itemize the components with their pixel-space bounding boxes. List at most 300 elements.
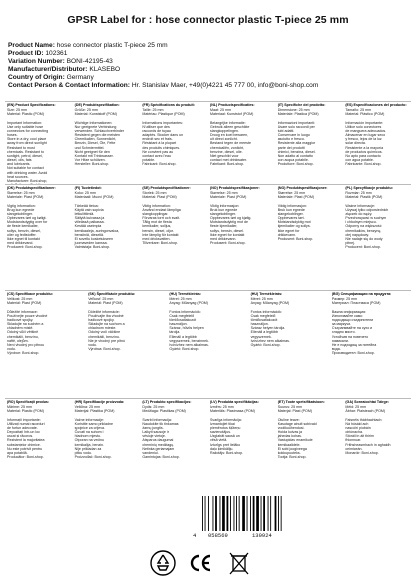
- translation-line: Fabricante: Boni-shop.: [345, 162, 382, 167]
- translation-line: Odolný voči väčšine: [88, 330, 121, 335]
- translation-line: Méret: 25 mm: [250, 297, 273, 302]
- label-footer: [0, 492, 416, 588]
- translation-band: [5, 290, 411, 398]
- ce-mark-icon: [188, 550, 214, 576]
- translation-line: Netinka geriamajam: [142, 446, 175, 451]
- translation-line: Droog en koel bewaren,: [210, 133, 249, 138]
- translation-line: Gyártó: Boni-shop.: [169, 347, 200, 352]
- translation-line: Dydis: 25 mm: [142, 405, 165, 410]
- translation-line: Není vhodný pro pitnou: [7, 342, 45, 347]
- translation-line: Veličina: 25 mm: [74, 405, 101, 410]
- translation-cell: [167, 291, 248, 398]
- translation-line: Viktig informasjon:: [277, 203, 307, 208]
- translation-line: slangkopplingar.: [142, 211, 169, 216]
- translation-line: slangekoblinger.: [210, 211, 236, 216]
- translation-line: Gebruik alleen geschikte: [210, 124, 250, 129]
- translation-line: vėsioje vietoje.: [142, 434, 166, 439]
- translation-line: Ikke egnet for kontakt: [210, 232, 245, 237]
- translation-line: Száraz helyen tárolja.: [250, 326, 286, 331]
- translation-line: Nu este potrivit pentru: [7, 446, 43, 451]
- translation-line: Store in a dry, cool place: [7, 137, 47, 142]
- translation-line: Výrobca: Boni-shop.: [88, 347, 121, 352]
- translation-line: Materiál: Plast (POM): [7, 301, 42, 306]
- translation-line: Modstandsdygtig over for: [7, 220, 48, 225]
- translation-line: kjemikalier og sollys.: [277, 224, 311, 229]
- translation-line: Velikost: 25 mm: [7, 297, 33, 302]
- ean-barcode: [200, 496, 292, 534]
- translation-line: Stóráil in áit thirim: [345, 434, 374, 439]
- translation-line: fleste kjemikalier,: [210, 224, 238, 229]
- barcode-bar: [236, 496, 237, 531]
- translation-line: pitku vodu.: [74, 450, 93, 455]
- translation-line: Producător: Boni-shop.: [7, 455, 44, 460]
- translation-line: Oppbevares tørt og kjølig.: [210, 216, 252, 221]
- translation-line: Use only suitable hose: [7, 124, 44, 129]
- barcode-bar: [205, 496, 206, 531]
- info-row: [8, 50, 410, 58]
- translation-line: spojnice za crijeva.: [74, 425, 106, 430]
- translation-line: хладно място.: [331, 330, 356, 335]
- translation-line: slangkoppelingen.: [210, 128, 239, 133]
- translation-line: Størrelse: 25 mm: [277, 191, 306, 196]
- translation-line: de productos químicos.: [345, 149, 383, 154]
- translation-line: hadicové spojky.: [7, 317, 34, 322]
- translation-line: Používajte iba vhodné: [88, 313, 124, 318]
- barcode-bar: [247, 496, 248, 531]
- translation-line: benzine, diesel, olie.: [210, 149, 243, 154]
- page-title: GPSR Label for : hose connector plastic T-piece 25 mm: [67, 14, 349, 26]
- translation-line: ceimiceán.: [345, 446, 363, 451]
- translation-line: away from direct sunlight: [7, 141, 47, 146]
- translation-cell: [73, 102, 141, 184]
- translation-line: Produsent: Boni-shop.: [210, 241, 246, 246]
- translation-line: Svarīga informācija:: [210, 417, 242, 422]
- translation-line: Depozitați într-un loc: [7, 430, 40, 435]
- translation-line: Gyártó: Boni-shop.: [250, 342, 281, 347]
- translation-cell: [5, 399, 73, 495]
- translation-line: cheminių medžiagų.: [142, 442, 175, 447]
- translation-heading: (FR) Spécifications du produit:: [142, 103, 195, 107]
- barcode-bar: [222, 496, 225, 531]
- translation-line: kokkupuuteks.: [277, 450, 301, 455]
- translation-heading: (EN) Product Specifications:: [7, 103, 56, 107]
- translation-line: Conservare in luogo: [277, 133, 310, 138]
- translation-line: Čuvati na suhom i: [74, 430, 104, 435]
- translation-line: No apto para contacto: [345, 153, 381, 158]
- translation-line: Anyag: Műanyag (POM): [250, 301, 290, 306]
- translation-line: Resistente a la mayoría: [345, 145, 384, 150]
- translation-line: Hoida kuivas ja: [277, 430, 303, 435]
- translation-line: N'utiliser que des: [142, 124, 170, 129]
- translation-line: Utilizați numai racorduri: [7, 421, 45, 426]
- translation-line: Ellenáll a legtöbb: [169, 334, 197, 339]
- translation-line: Säilytä kuivassa ja: [74, 216, 105, 221]
- translation-line: Gamintojas: Boni-shop.: [142, 455, 180, 460]
- translation-line: Używaj tylko odpowiednich: [345, 207, 389, 212]
- translation-line: con agua potable.: [345, 158, 374, 163]
- translation-line: Kontakt mit Trinkwasser.: [74, 153, 114, 158]
- translation-line: за маркучи.: [331, 322, 352, 327]
- info-value: BONI-42195-43: [66, 58, 113, 66]
- translation-line: Non adatto al contatto: [277, 153, 313, 158]
- translation-line: подходящи съединители: [331, 317, 374, 322]
- weee-bin-icon: [226, 550, 252, 576]
- translation-line: vegyszernek, benzinnek.: [169, 338, 209, 343]
- translation-line: Naudokite tik tinkamas: [142, 421, 179, 426]
- barcode-bar: [278, 496, 279, 531]
- translation-heading: (DE) Produktspezifikation:: [74, 103, 120, 107]
- translation-line: with drinking water. Avoid: [7, 170, 48, 175]
- translation-line: Ei sobi joogiveega: [277, 446, 307, 451]
- translation-line: Rezistent la majoritatea: [7, 438, 45, 443]
- info-row: [8, 66, 410, 74]
- translation-line: Rozmiar: 25 mm: [345, 191, 372, 196]
- translation-line: Ikke egnet for: [277, 228, 300, 233]
- translation-line: Résistant à la plupart: [142, 141, 177, 146]
- translation-line: Bruk kun egnede: [277, 207, 305, 212]
- translation-line: med drikkevand.: [7, 241, 34, 246]
- barcode-bar: [263, 496, 265, 531]
- translation-line: Nicht geeignet für den: [74, 149, 110, 154]
- translation-line: Tärkeää tietoa:: [74, 203, 99, 208]
- translation-line: Ellenáll a legtöbb: [250, 330, 278, 335]
- translation-heading: (SE) Produktspecifikationer:: [142, 186, 191, 190]
- translation-line: apa potabilă.: [7, 450, 28, 455]
- translation-line: Important Information:: [7, 120, 43, 125]
- translation-line: Устойчив на повечето: [331, 334, 369, 339]
- translation-line: Materiál: Plast (POM): [88, 301, 123, 306]
- barcode-bar: [227, 496, 229, 531]
- translation-line: Tamaño: 25 mm: [345, 108, 372, 113]
- info-row: [8, 42, 410, 50]
- translation-line: Izturīgs pret lielāko: [210, 442, 241, 447]
- translation-line: Производител: Boni-shop.: [331, 351, 375, 356]
- info-label: Manufacturer/Distributor:: [8, 66, 88, 74]
- translation-line: chimici, benzina, diesel.: [277, 149, 316, 154]
- translation-line: tömlőcsatlakozót: [169, 317, 197, 322]
- translation-line: Przechowywać w suchym: [345, 216, 387, 221]
- translation-line: Medžiaga: Plastikas (POM): [142, 409, 186, 414]
- translation-line: Nie nadaje się do wody: [345, 236, 383, 241]
- translation-cell: [5, 102, 73, 184]
- translation-line: Chemikalien, Sonnenlicht,: [74, 137, 117, 142]
- translation-line: Fabrikant: Boni-shop.: [210, 162, 245, 167]
- translation-line: Koko: 25 mm: [74, 191, 96, 196]
- translation-cell: [140, 102, 208, 184]
- translation-heading: (NO) Produktspesifikasjoner:: [210, 186, 260, 190]
- translation-line: Laikyti sausoje ir: [142, 430, 169, 435]
- translation-line: Opbevares tørt og køligt.: [7, 216, 47, 221]
- translation-line: slangekoblinger.: [7, 211, 33, 216]
- translation-line: Svarbi informacija:: [142, 417, 172, 422]
- translation-band: [5, 398, 411, 495]
- translation-line: chemikálií, benzínu.: [88, 334, 120, 339]
- translation-heading: (DK) Produktspecifikationer:: [7, 186, 56, 190]
- barcode-bar: [242, 496, 245, 531]
- translation-line: kemikaalidele.: [277, 442, 301, 447]
- translation-heading: (RO) Specificații produs:: [7, 400, 50, 404]
- translation-line: und Schmiermittel.: [74, 145, 105, 150]
- translation-line: de furtun adecvate.: [7, 425, 38, 430]
- translation-line: naftě, olejům.: [7, 338, 29, 343]
- translation-line: chladnom mieste.: [88, 326, 117, 331]
- translation-line: Manufacturer: Boni-shop,: [7, 178, 48, 183]
- translation-line: kemikalier, solljus,: [142, 224, 172, 229]
- translation-line: Otporan na većinu: [74, 438, 105, 443]
- translation-heading: (NL) Productspecificaties:: [210, 103, 255, 107]
- translation-line: Skladujte na suchém a: [7, 322, 44, 327]
- info-row: [8, 74, 410, 82]
- translation-line: tárolja.: [169, 330, 181, 335]
- translation-line: Hersteller: Boni-shop.: [74, 162, 110, 167]
- info-label: Contact Person & Contact Information:: [8, 82, 130, 90]
- info-value: hose connector plastic T-piece 25 mm: [56, 42, 168, 49]
- translation-line: Suurus: 25 mm: [277, 405, 303, 410]
- info-row: [8, 58, 410, 66]
- translation-heading: (HR) Specifikacije proizvoda:: [74, 400, 125, 404]
- translation-heading: (HU) Termékleírás:: [169, 292, 202, 296]
- translation-line: Kestää useimpia: [74, 224, 102, 229]
- translation-line: Ražotājs: Boni-shop.: [210, 450, 244, 455]
- translation-line: connectors for connecting: [7, 128, 49, 133]
- translation-line: Tillverkare: Boni-shop.: [142, 241, 178, 246]
- translation-line: Ei sovellu kosketukseen: [74, 236, 114, 241]
- translation-line: Dimensione: 25 mm: [277, 108, 310, 113]
- translation-line: Používejte pouze vhodné: [7, 313, 48, 318]
- translation-line: hladnom mjestu.: [74, 434, 102, 439]
- translation-line: Benzin, Diesel, Öle, Fette: [74, 141, 116, 146]
- translation-line: Producent: Boni-shop.: [7, 245, 43, 250]
- translation-line: Nije prikladan za: [74, 446, 102, 451]
- translation-cell: [140, 399, 208, 495]
- translation-line: Materiale: Plast (POM): [7, 195, 44, 200]
- info-value: Germany: [66, 74, 94, 82]
- translation-line: Viktig information:: [142, 203, 171, 208]
- barcode-bar: [256, 496, 259, 531]
- barcode-lead-digit: 4: [193, 532, 197, 539]
- translation-line: chemikálií, benzínu,: [7, 334, 39, 339]
- translation-line: Izmantojiet tikai: [210, 421, 235, 426]
- translation-cell: [73, 399, 141, 495]
- translation-cell: [208, 399, 276, 495]
- barcode-bar: [230, 496, 231, 531]
- translation-heading: (FI) Tuotetiedot:: [74, 186, 102, 190]
- translation-line: használjon.: [169, 322, 188, 327]
- translation-cell: [5, 185, 73, 290]
- barcode-bar: [250, 496, 251, 531]
- translation-cell: [249, 291, 330, 398]
- translation-heading: (ET) Toote spetsifikatsioon:: [277, 400, 325, 404]
- translation-line: endroit sec et frais.: [142, 137, 173, 142]
- translation-line: Ikke egnet til kontakt: [7, 236, 40, 241]
- info-row: [8, 82, 410, 90]
- translation-cell: [276, 102, 344, 184]
- translation-band: [5, 184, 411, 290]
- translation-line: heat sources.: [7, 174, 29, 179]
- translation-line: Materiāls: Plastmasa (POM): [210, 409, 255, 414]
- translation-line: Uzglabāt sausā un: [210, 434, 240, 439]
- translation-line: hoses.: [7, 133, 18, 138]
- translation-line: Frithsheasmhach in aghaidh: [345, 442, 391, 447]
- translation-line: vegyszernek.: [250, 334, 272, 339]
- translation-line: használjon.: [250, 322, 269, 327]
- translation-line: Materiale: Plast (POM): [277, 195, 315, 200]
- translation-line: voolikuühendusi.: [277, 425, 305, 430]
- translation-line: Käytä vain sopivia: [74, 207, 104, 212]
- translation-line: med dricksvatten.: [142, 236, 171, 241]
- translation-line: Informations importantes:: [142, 120, 183, 125]
- translation-cell: [343, 399, 411, 495]
- translation-line: Oluline teave:: [277, 417, 300, 422]
- translation-line: bensiiniä, dieseliä.: [74, 232, 105, 237]
- compliance-icons: [150, 550, 252, 576]
- barcode-bar: [239, 496, 240, 531]
- translation-line: uit direct zonlicht.: [210, 137, 238, 142]
- translation-line: Nur geeignete Verbindung: [74, 124, 117, 129]
- translation-line: Not suitable for contact: [7, 166, 44, 171]
- translation-line: sollys, bensin, diesel.: [210, 228, 244, 233]
- translation-line: žarnų jungtis.: [142, 425, 164, 430]
- translation-line: Vastupidav enamikule: [277, 438, 313, 443]
- translation-line: juomaveden kanssa.: [74, 241, 108, 246]
- barcode-bar: [213, 496, 214, 531]
- translation-line: piemērotus šļūteņu: [210, 425, 241, 430]
- translation-line: [7, 183, 71, 184]
- barcode-bar: [281, 496, 282, 531]
- translation-line: Ábhar: Plaisteach (POM): [345, 409, 386, 414]
- translation-cell: [343, 185, 411, 290]
- translation-line: med drikkevann.: [210, 236, 237, 241]
- translation-line: vodu.: [7, 347, 16, 352]
- barcode-bar: [275, 496, 277, 531]
- translation-line: Materiale: Plast (POM): [210, 195, 247, 200]
- translation-line: Fontos információk:: [169, 309, 201, 314]
- translation-line: Utilice solo conectores: [345, 124, 382, 129]
- translation-line: chemicaliën, zonlicht,: [210, 145, 245, 150]
- translation-line: sunlight, petrol, diesel,: [7, 153, 43, 158]
- translation-line: Съхранявайте на сухо и: [331, 326, 373, 331]
- translation-band: [5, 101, 411, 184]
- translation-line: Størrelse: 25 mm: [7, 191, 35, 196]
- translation-line: Información importante:: [345, 120, 384, 125]
- recycling-icon: [150, 550, 176, 576]
- translation-line: Csak megfelelő: [250, 313, 276, 318]
- translation-line: Maat: 25 mm: [210, 108, 231, 113]
- translation-line: Skladujte na suchom a: [88, 322, 125, 327]
- translation-line: Bruk kun egnede: [210, 207, 238, 212]
- translation-line: Използвайте само: [331, 313, 363, 318]
- translation-cell: [208, 185, 276, 290]
- translation-cell: [86, 291, 167, 398]
- info-value: 102361: [45, 50, 68, 58]
- translation-line: kemikaaleja, auringonvaloa,: [74, 228, 120, 233]
- translation-line: y fresco, lejos de la luz: [345, 137, 382, 142]
- translation-line: i chłodnym miejscu.: [345, 220, 377, 225]
- translation-line: Bestand tegen de meeste: [210, 141, 251, 146]
- translation-line: verwenden. Schlauchverbinder: [74, 128, 125, 133]
- translation-line: de manguera adecuados.: [345, 128, 387, 133]
- translation-line: Produttore: Boni-shop.: [277, 162, 314, 167]
- translation-line: Oppbevares tørt.: [277, 216, 305, 221]
- translation-cell: [276, 185, 344, 290]
- translation-line: pitnej.: [345, 241, 355, 246]
- translation-line: Motstandsdyktig mot de: [210, 220, 248, 225]
- translation-cell: [343, 102, 411, 184]
- barcode-bar: [270, 496, 271, 531]
- translation-line: chemicals. Resistant to: [7, 149, 44, 154]
- product-info-block: [8, 42, 410, 91]
- translation-line: Material: Plastic (POM): [7, 112, 44, 117]
- translation-line: Fabricant: Boni-shop.: [142, 162, 177, 167]
- translation-line: Taille: 25 mm: [142, 108, 164, 113]
- translation-line: Важна информация:: [331, 309, 367, 314]
- translation-line: Nie je vhodný pre pitnú: [88, 338, 125, 343]
- translation-heading: (HU) Termékleírás:: [250, 292, 283, 296]
- translation-line: Proizvođač: Boni-shop.: [74, 455, 112, 460]
- translation-line: oiriúnacha.: [345, 430, 363, 435]
- translation-cell: [330, 291, 411, 398]
- translation-line: substanțelor chimice.: [7, 442, 41, 447]
- translation-line: Material: Plast (POM): [142, 195, 177, 200]
- translation-line: Dôležité informácie:: [88, 309, 120, 314]
- translation-line: Anyag: Műanyag (POM): [169, 301, 208, 306]
- translation-line: Producent: Boni-shop.: [345, 245, 381, 250]
- translation-line: Materiaali: Muovi (POM): [74, 195, 114, 200]
- translation-heading: (LT) Produkto specifikacijos:: [142, 400, 192, 404]
- translation-line: Veľkosť: 25 mm: [88, 297, 114, 302]
- info-label: Country of Origin:: [8, 74, 65, 82]
- translation-line: drikkevann.: [277, 232, 297, 237]
- barcode-bar: [215, 496, 217, 531]
- barcode-bar: [234, 496, 235, 531]
- translation-line: Använd endast lämpliga: [142, 207, 181, 212]
- translation-line: Größe: 25 mm: [74, 108, 98, 113]
- translation-line: adaptés. Stocker dans un: [142, 133, 184, 138]
- translation-line: vodu.: [88, 342, 97, 347]
- translation-line: parte dei prodotti: [277, 145, 305, 150]
- translation-heading: (GA) Sonraíochtaí Táirge:: [345, 400, 389, 404]
- translation-line: вода.: [331, 347, 341, 352]
- translation-cell: [276, 399, 344, 495]
- translation-line: contact avec l'eau: [142, 153, 171, 158]
- translation-line: des produits chimiques.: [142, 145, 181, 150]
- translation-heading: (BG) Спецификации на продукта:: [331, 292, 392, 296]
- translation-line: uscat și răcoros.: [7, 434, 34, 439]
- translation-line: solar directa.: [345, 141, 366, 146]
- translation-line: Koristite samo prikladne: [74, 421, 114, 426]
- translation-line: Csak megfelelő: [169, 313, 195, 318]
- barcode-bar: [202, 496, 203, 531]
- translation-line: Resistente alla maggior: [277, 141, 316, 146]
- translation-line: Ivóvízhez nem alkalmas.: [169, 342, 209, 347]
- info-value: KLASEBO: [89, 66, 121, 74]
- translation-line: Produsent: Boni-shop.: [277, 236, 314, 241]
- translation-line: Материал: Пластмаса (POM): [331, 301, 381, 306]
- translation-line: tömlőcsatlakozót: [250, 317, 278, 322]
- translation-line: Mărime: 25 mm: [7, 405, 32, 410]
- translation-line: olier og fedtstoffer.: [7, 232, 37, 237]
- info-value: Hr. Stanislav Maer, +49(0)4221 45 777 00, info@boni-shop.com: [131, 82, 319, 90]
- translation-line: potable.: [142, 158, 156, 163]
- translation-line: kemikalija, benzin.: [74, 442, 105, 447]
- translation-line: Materiał: Plastik (POM): [345, 195, 383, 200]
- translation-line: Размер: 25 mm: [331, 297, 358, 302]
- translation-line: fhionnuar.: [345, 438, 362, 443]
- translation-line: Material: Kunststoff (POM): [74, 112, 117, 117]
- translation-line: Belangrijke informatie:: [210, 120, 246, 125]
- translation-line: Niet geschikt voor: [210, 153, 239, 158]
- translation-line: Brug kun egnede: [7, 207, 35, 212]
